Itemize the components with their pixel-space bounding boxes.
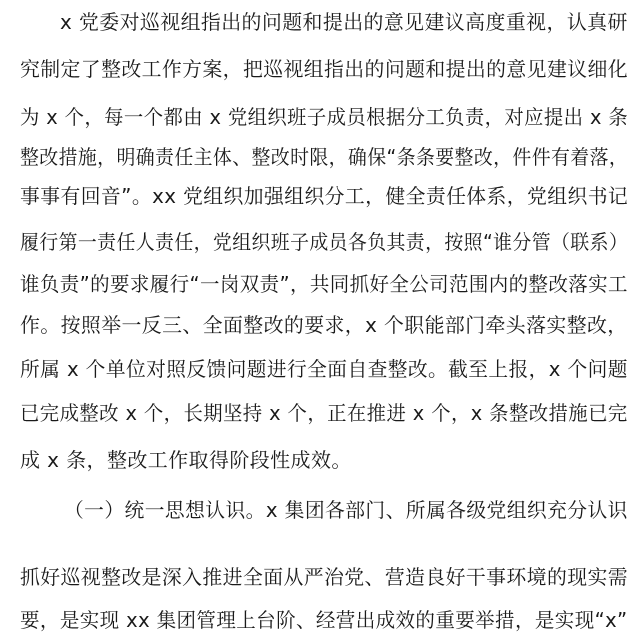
paragraph-line-7: 谁负责”的要求履行“一岗双责”，共同抓好全公司范围内的整改落实工: [20, 272, 628, 296]
paragraph-line-4: 整改措施，明确责任主体、整改时限，确保“条条要整改，件件有着落，: [20, 145, 629, 169]
paragraph-line-11: 成 x 条，整改工作取得阶段性成效。: [20, 448, 352, 472]
paragraph-line-10: 已完成整改 x 个，长期坚持 x 个，正在推进 x 个，x 条整改措施已完: [20, 401, 628, 425]
paragraph-line-5: 事事有回音”。xx 党组织加强组织分工，健全责任体系，党组织书记: [20, 184, 629, 208]
paragraph-line-9: 所属 x 个单位对照反馈问题进行全面自查整改。截至上报，x 个问题: [20, 357, 628, 381]
paragraph-line-1: x 党委对巡视组指出的问题和提出的意见建议高度重视，认真研: [60, 10, 628, 34]
paragraph-line-2: 究制定了整改工作方案，把巡视组指出的问题和提出的意见建议细化: [20, 57, 629, 81]
paragraph-line-14: 要，是实现 xx 集团管理上台阶、经营出成效的重要举措，是实现“x”: [20, 608, 628, 632]
paragraph-line-8: 作。按照举一反三、全面整改的要求，x 个职能部门牵头落实整改，: [20, 313, 628, 337]
section-heading-line: （一）统一思想认识。x 集团各部门、所属各级党组织充分认识: [64, 498, 628, 522]
paragraph-line-6: 履行第一责任人责任，党组织班子成员各负其责，按照“谁分管（联系）: [20, 230, 629, 254]
paragraph-line-13: 抓好巡视整改是深入推进全面从严治党、营造良好干事环境的现实需: [20, 565, 629, 589]
paragraph-line-3: 为 x 个，每一个都由 x 党组织班子成员根据分工负责，对应提出 x 条: [20, 105, 629, 129]
